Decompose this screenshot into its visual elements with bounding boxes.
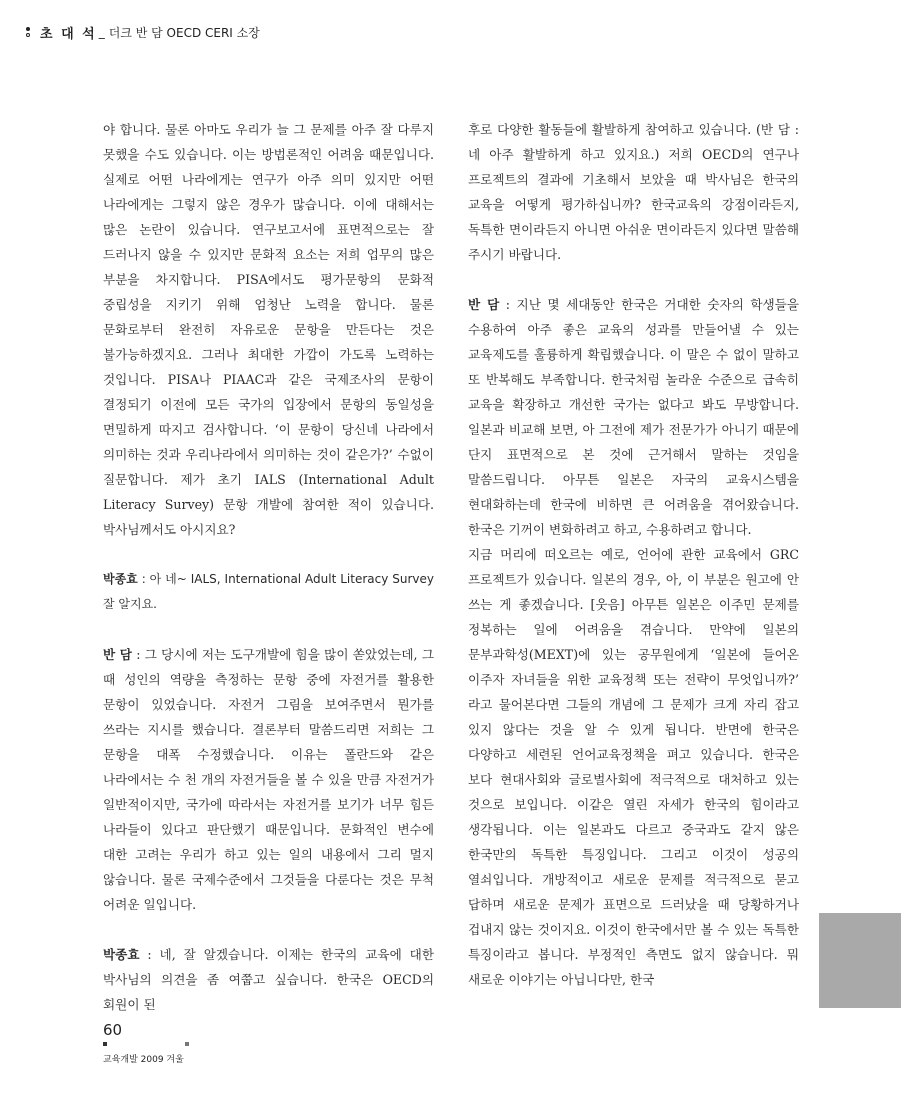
paragraph-text: : 그 당시에 저는 도구개발에 힘을 많이 쏟았었는데, 그 때 성인의 역량을 측정하는 문항 중에 자전거를 활용한 문항이 있었습니다. 자전거 그림을 보여주면서 뭔가를 쓰라는 지시를 했습니다. 결론부터 말씀드리면 저희는 그 문항을 대폭 수정했습니다. 이유는 폴란드와 같은 나라에서는 수 천 개의 자전거들을 볼 수 있을 만큼 자전거가 일반적이지만, 국가에 따라서는 자전거를 보기가 너무 힘든 나라들이 있다고 판단했기 때문입니다. 문화적인 변수에 대한 고려는 우리가 하고 있는 일의 내용에서 그리 멀지 않습니다. 물론 국제수준에서 그것들을 다룬다는 것은 무척 어려운 일입니다. bbox=[103, 647, 434, 912]
header-title: 더크 반 담 OECD CERI 소장 bbox=[108, 25, 260, 40]
page-footer bbox=[103, 1020, 184, 1065]
paragraph-text: : 아 네~ IALS, International Adult Literacy Survey 잘 알지요. bbox=[103, 572, 434, 611]
footer-marks bbox=[103, 1040, 184, 1050]
speaker-label: 반 담 bbox=[103, 647, 132, 662]
paragraph-text: : 지난 몇 세대동안 한국은 거대한 숫자의 학생들을 수용하여 아주 좋은 교육의 성과를 만들어낼 수 있는 교육제도를 훌륭하게 확립했습니다. 이 말은 수 없이 말하고 또 반복해도 부족합니다. 한국처럼 놀라운 수준으로 급속히 교육을 확장하고 개선한 국가는 없다고 봐도 무방합니다. 일본과 비교해 보면, 아 그전에 제가 전문가가 아니기 때문에 단지 표면적으로 본 것에 근거해서 말하는 것임을 말씀드립니다. 아무튼 일본은 자국의 교육시스템을 현대화하는데 한국에 비하면 큰 어려움을 겪어왔습니다. 한국은 기꺼이 변화하려고 하고, 수용하려고 합니다. bbox=[468, 297, 799, 537]
speaker-label: 박종효 bbox=[103, 947, 140, 962]
bullet-dots-icon bbox=[24, 27, 32, 37]
side-tab-marker bbox=[819, 913, 901, 1008]
section-name: 초 대 석 bbox=[40, 26, 97, 42]
square-mark-icon bbox=[103, 1042, 107, 1046]
paragraph bbox=[468, 542, 799, 992]
paragraph-text: : 네, 잘 알겠습니다. 이제는 한국의 교육에 대한 박사님의 의견을 좀 여쭙고 싶습니다. 한국은 OECD의 회원이 된 bbox=[103, 947, 434, 1012]
paragraph bbox=[468, 292, 799, 542]
paragraph-text: 지금 머리에 떠오르는 예로, 언어에 관한 교육에서 GRC 프로젝트가 있습니다. 일본의 경우, 아, 이 부분은 원고에 안 쓰는 게 좋겠습니다. [웃음] 아무튼 일본은 이주민 문제를 정복하는 일에 어려움을 겪습니다. 만약에 일본의 문부과학성(MEXT)에 있는 공무원에게 ‘일본에 들어온 이주자 자녀들을 위한 교육정책 또는 전략이 무엇입니까?’ 라고 물어본다면 그들의 개념에 그 문제가 크게 자리 잡고 있지 않다는 것을 알 수 있게 됩니다. 반면에 한국은 다양하고 세련된 언어교육정책을 펴고 있습니다. 한국은 보다 현대사회와 글로벌사회에 적극적으로 대처하고 있는 것으로 보입니다. 이같은 열린 자세가 한국의 힘이라고 생각됩니다. 이는 일본과도 다르고 중국과도 같지 않은 한국만의 독특한 특징입니다. 그리고 이것이 성공의 열쇠입니다. 개방적이고 새로운 문제를 적극적으로 묻고 답하며 새로운 문제가 표면으로 드러났을 때 당황하거나 겁내지 않는 것이지요. 이것이 한국에서만 볼 수 있는 독특한 특징이라고 봅니다. 부정적인 측면도 없지 않습니다. 뭐 새로운 이야기는 아닙니다만, 한국 bbox=[468, 547, 799, 987]
paragraph bbox=[468, 117, 799, 267]
paragraph bbox=[103, 567, 434, 617]
left-column bbox=[103, 117, 434, 1017]
right-column bbox=[468, 117, 799, 992]
speaker-label: 박종효 bbox=[103, 572, 138, 586]
square-mark-icon bbox=[185, 1042, 189, 1046]
paragraph bbox=[103, 642, 434, 917]
page-number: 60 bbox=[103, 1021, 123, 1039]
paragraph bbox=[103, 117, 434, 542]
paragraph bbox=[103, 942, 434, 1017]
page-header bbox=[24, 22, 260, 42]
header-separator: _ bbox=[98, 25, 105, 39]
paragraph-text: 후로 다양한 활동들에 활발하게 참여하고 있습니다. (반 담 : 네 아주 활발하게 하고 있지요.) 저희 OECD의 연구나 프로젝트의 결과에 기초해서 보았을 때 박사님은 한국의 교육을 어떻게 평가하십니까? 한국교육의 강점이라든지, 독특한 면이라든지 아니면 아쉬운 면이라든지 있다면 말씀해 주시기 바랍니다. bbox=[468, 122, 799, 262]
publication-name: 교육개발 2009 겨울 bbox=[103, 1055, 184, 1065]
speaker-label: 반 담 bbox=[468, 297, 500, 312]
paragraph-text: 야 합니다. 물론 아마도 우리가 늘 그 문제를 아주 잘 다루지 못했을 수도 있습니다. 이는 방법론적인 어려움 때문입니다. 실제로 어떤 나라에게는 연구가 아주 의미 있지만 어떤 나라에게는 그렇지 않은 경우가 많습니다. 이에 대해서는 많은 논란이 있습니다. 연구보고서에 표면적으로는 잘 드러나지 않을 수 있지만 문화적 요소는 저희 업무의 많은 부분을 차지합니다. PISA에서도 평가문항의 문화적 중립성을 지키기 위해 엄청난 노력을 합니다. 물론 문화로부터 완전히 자유로운 문항을 만든다는 것은 불가능하겠지요. 그러나 최대한 가깝이 가도록 노력하는 것입니다. PISA나 PIAAC과 같은 국제조사의 문항이 결정되기 이전에 모든 국가의 입장에서 문항의 동일성을 면밀하게 따지고 검사합니다. ‘이 문항이 당신네 나라에서 의미하는 것과 우리나라에서 의미하는 것이 같은가?’ 수없이 질문합니다. 제가 초기 IALS (International Adult Literacy Survey) 문항 개발에 참여한 적이 있습니다. 박사님께서도 아시지요? bbox=[103, 122, 434, 537]
